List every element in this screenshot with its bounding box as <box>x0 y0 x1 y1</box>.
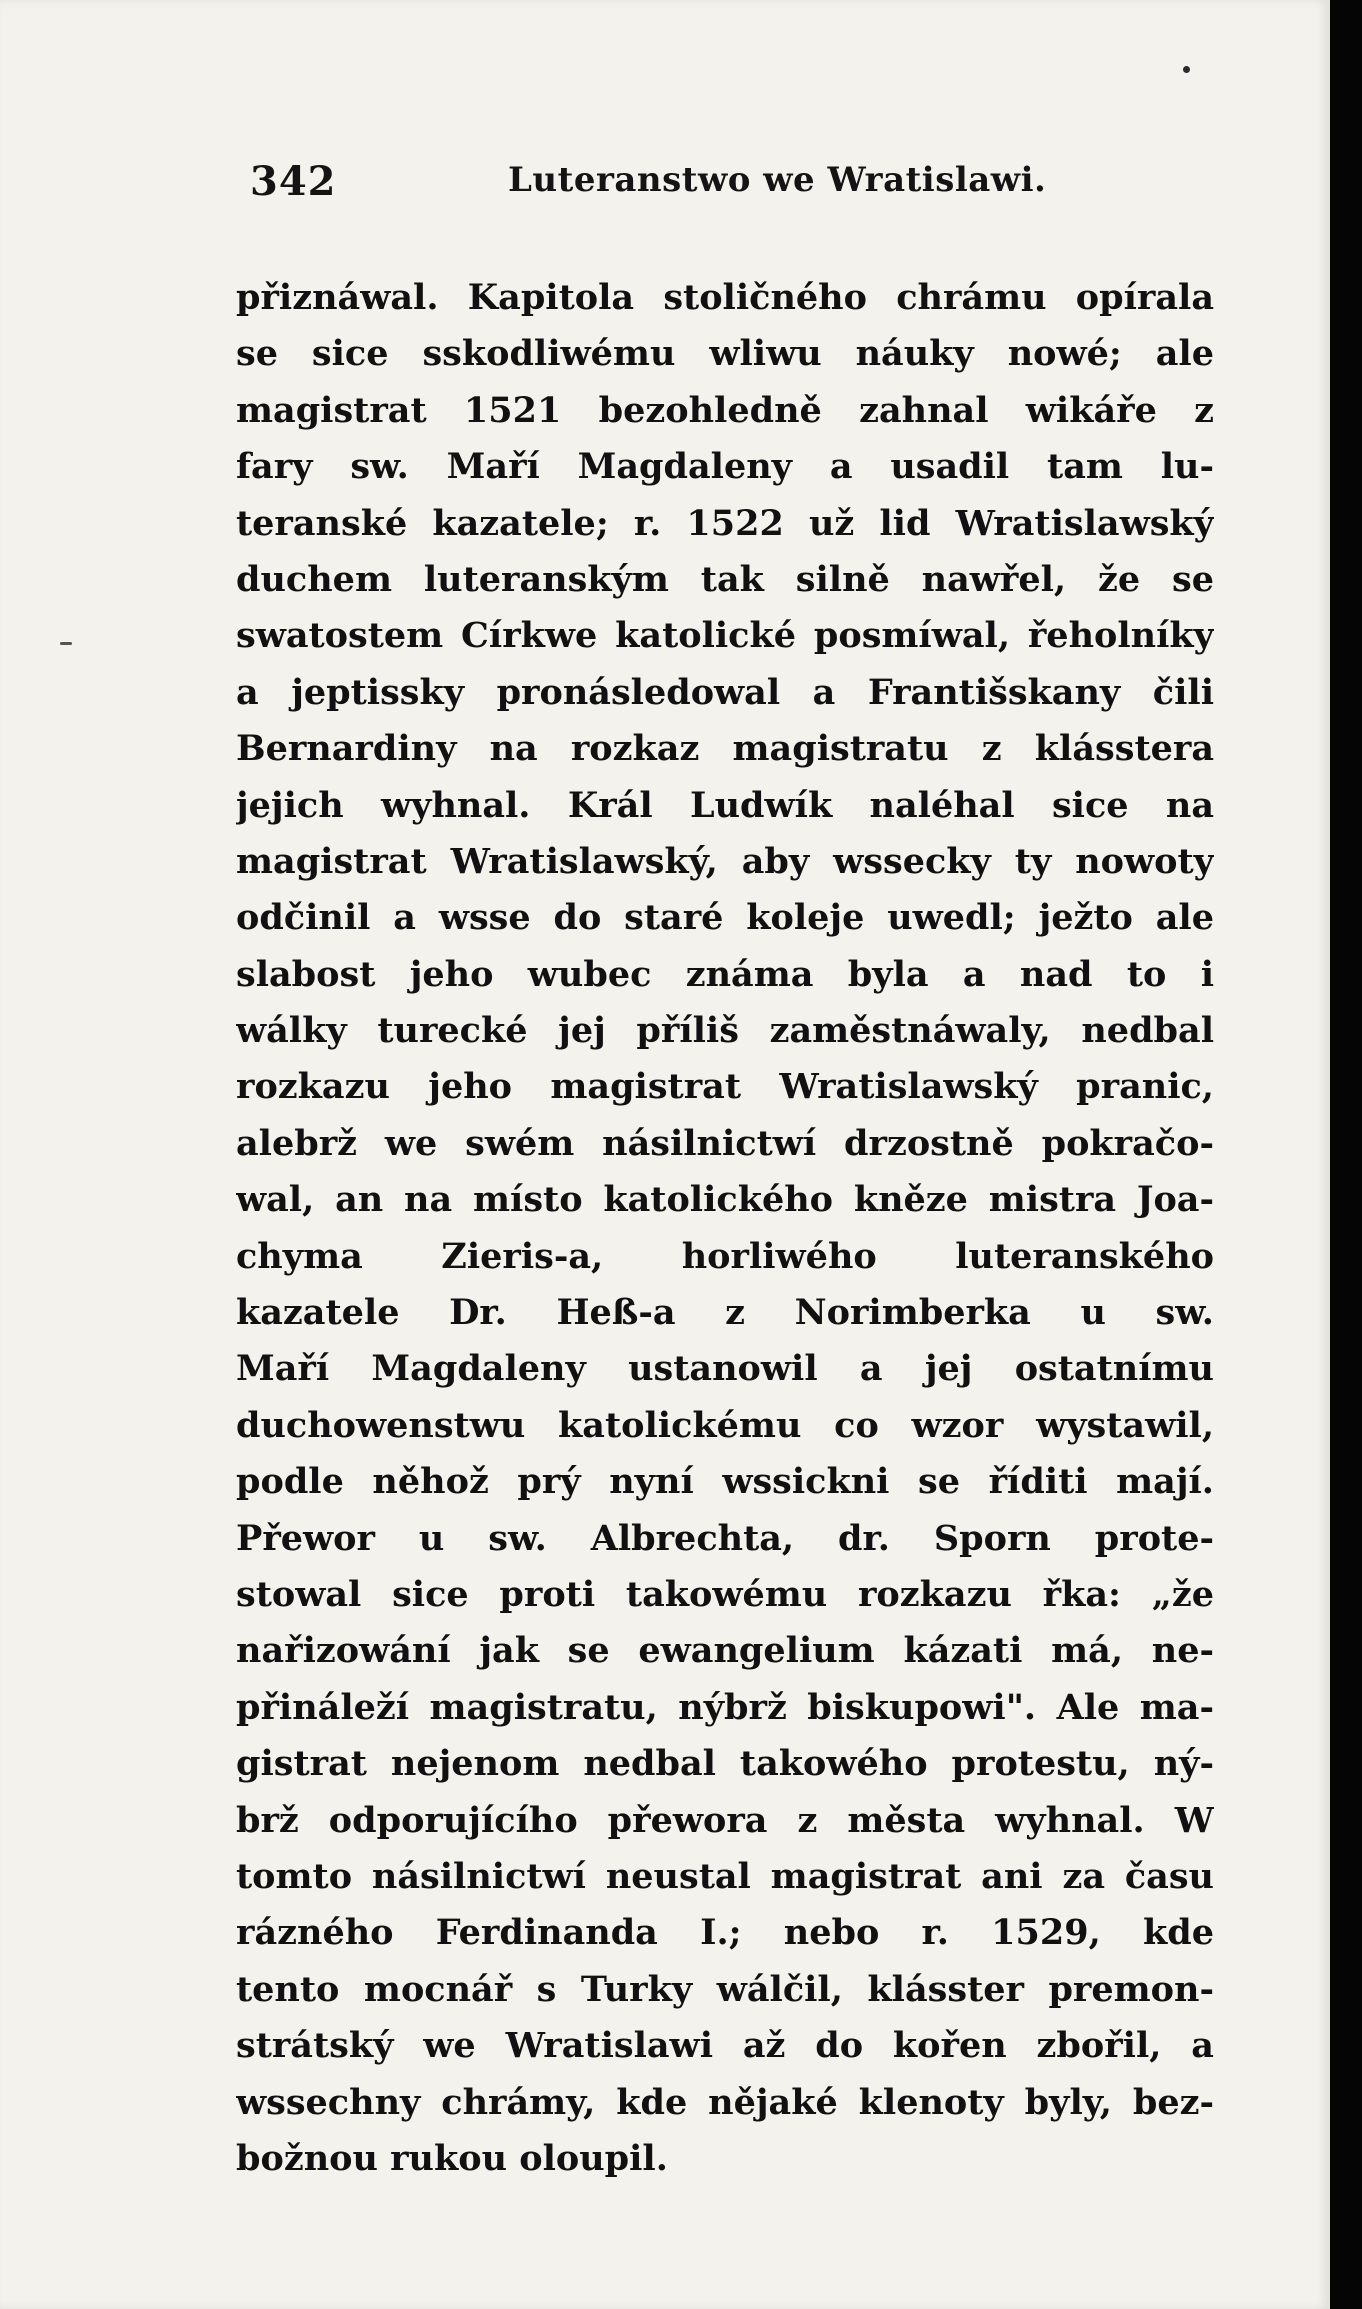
text-line: Bernardiny na rozkaz magistratu z klássterа <box>236 728 1214 770</box>
text-line: nařizowání jak se ewangelium kázati má, ne- <box>236 1630 1214 1672</box>
text-line: stowal sice proti takowému rozkazu řka: „že <box>236 1573 1214 1615</box>
text-line: se sice sskodliwému wliwu náuky nowé; ale <box>236 333 1214 375</box>
text-line: rázného Ferdinanda I.; nebo r. 1529, kde <box>236 1912 1214 1954</box>
text-line: odčinil a wsse do staré koleje uwedl; ježto ale <box>236 897 1214 939</box>
text-line: božnou rukou oloupil. <box>236 2137 668 2179</box>
text-line: fary sw. Maří Magdaleny a usadil tam lu- <box>236 446 1214 488</box>
text-line: kazatele Dr. Heß-a z Norimberka u sw. <box>236 1292 1214 1334</box>
text-line: magistrat Wratislawský, aby wssecky ty nowoty <box>236 840 1214 882</box>
text-line: gistrat nejenom nedbal takowého protestu, ný- <box>236 1743 1214 1785</box>
text-line: teranské kazatele; r. 1522 už lid Wratislawský <box>236 502 1214 544</box>
text-line: Maří Magdaleny ustanowil a jej ostatnímu <box>236 1348 1214 1390</box>
text-line: tomto násilnictwí neustal magistrat ani za času <box>236 1855 1214 1897</box>
body-text <box>236 270 1214 2187</box>
text-line: wálky turecké jej příliš zaměstnáwaly, nedbal <box>236 1010 1214 1052</box>
ink-speck <box>1183 66 1190 73</box>
margin-mark <box>60 642 72 645</box>
text-line: chyma Zieris-a, horliwého luteranského <box>236 1235 1214 1277</box>
text-line: slabost jeho wubec známa byla a nad to i <box>236 953 1214 995</box>
text-line: jejich wyhnal. Král Ludwík naléhal sice na <box>236 784 1214 826</box>
text-line: a jeptissky pronásledowal a Františskany čili <box>236 671 1214 713</box>
text-line: duchem luteranským tak silně nawřel, že se <box>236 558 1214 600</box>
text-line: swatostem Církwe katolické posmíwal, řeholníky <box>236 615 1214 657</box>
text-line: duchowenstwu katolickému co wzor wystawil, <box>236 1404 1214 1446</box>
running-title: Luteranstwo we Wratislawi. <box>508 160 1047 200</box>
text-line: wssechny chrámy, kde nějaké klenoty byly, bez- <box>236 2081 1214 2123</box>
page-number: 342 <box>250 158 337 205</box>
text-line: přináleží magistratu, nýbrž biskupowi". Ale ma- <box>236 1686 1214 1728</box>
running-head <box>250 158 1250 218</box>
text-line: strátský we Wratislawi až do kořen zbořil, a <box>236 2025 1214 2067</box>
text-line: rozkazu jeho magistrat Wratislawský pranic, <box>236 1066 1214 1108</box>
text-line: podle něhož prý nyní wssickni se říditi mají. <box>236 1461 1214 1503</box>
text-line: Přewor u sw. Albrechta, dr. Sporn prote- <box>236 1517 1214 1559</box>
text-line: tento mocnář s Turky wálčil, klásster premon- <box>236 1968 1214 2010</box>
text-line: magistrat 1521 bezohledně zahnal wikáře z <box>236 389 1214 431</box>
scan-border <box>1330 0 1362 2309</box>
text-line: brž odporujícího přewora z města wyhnal. W <box>236 1799 1214 1841</box>
text-line: přiznáwal. Kapitola stoličného chrámu opírala <box>236 277 1214 318</box>
text-line: wal, an na místo katolického kněze mistra Joa- <box>236 1179 1214 1221</box>
text-line: alebrž we swém násilnictwí drzostně pokračo- <box>236 1122 1214 1164</box>
